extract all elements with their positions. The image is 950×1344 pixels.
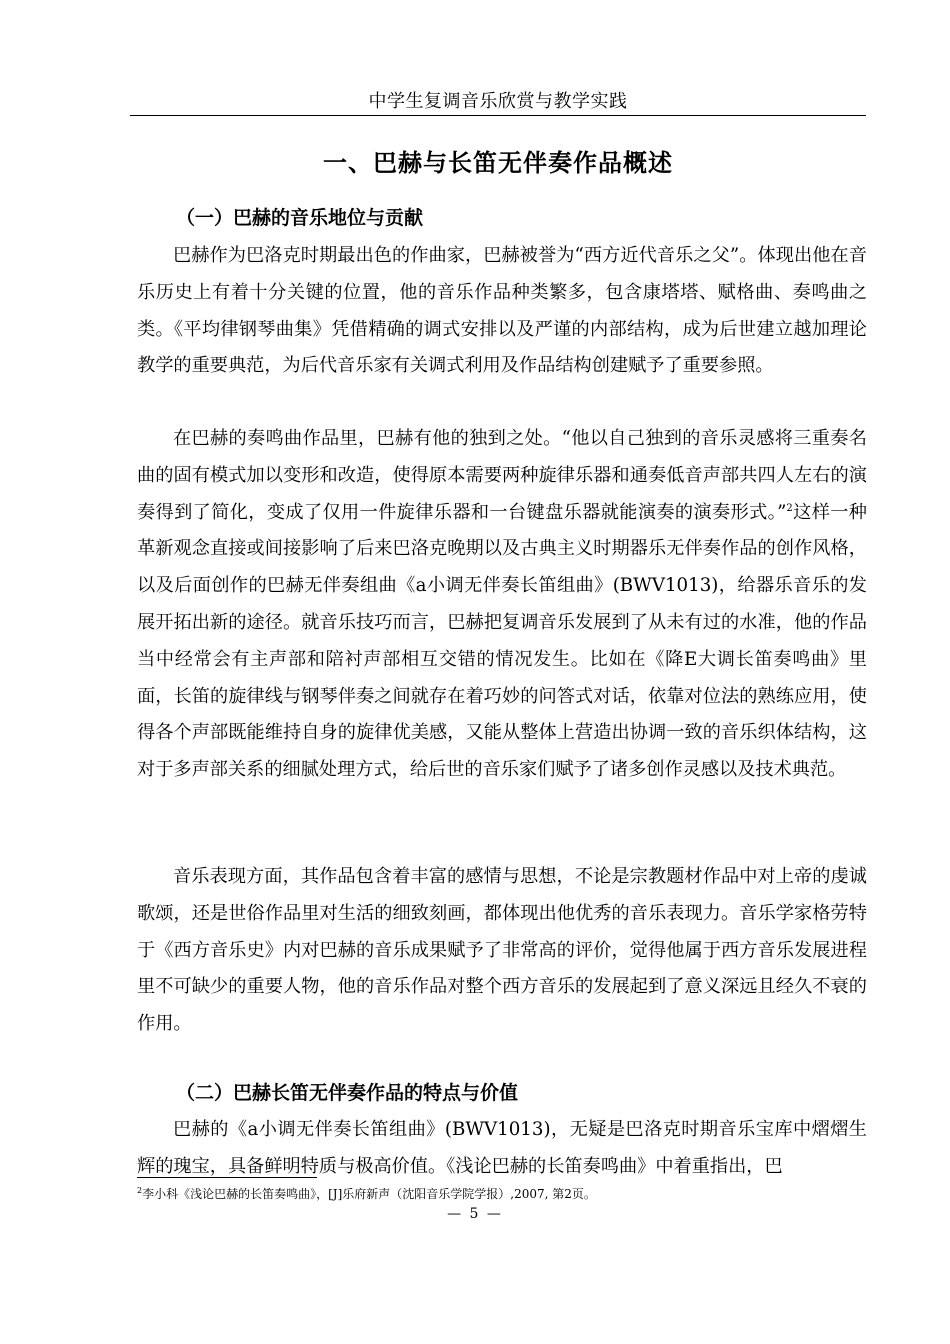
- footnote-reference[interactable]: 2: [786, 502, 793, 514]
- chapter-title: 一、巴赫与长笛无伴奏作品概述: [323, 149, 673, 177]
- running-header: 中学生复调音乐欣赏与教学实践: [368, 91, 628, 112]
- paragraph-3: 音乐表现方面，其作品包含着丰富的感情与思想，不论是宗教题材作品中对上帝的虔诚歌颂，还是世俗作品里对生活的细致刻画，都体现出他优秀的音乐表现力。音乐学家格劳特于《西方音乐史》内对巴赫的音乐成果赋予了非常高的评价，觉得他属于西方音乐发展进程里不可缺少的重要人物，他的音乐作品对整个西方音乐的发展起到了意义深远且经久不衰的作用。: [137, 866, 867, 1035]
- paragraph-1: 巴赫作为巴洛克时期最出色的作曲家，巴赫被誉为“西方近代音乐之父”。体现出他在音乐历史上有着十分关键的位置，他的音乐作品种类繁多，包含康塔塔、赋格曲、奏鸣曲之类。《平均律钢琴曲集》凭借精确的调式安排以及严谨的内部结构，成为后世建立越加理论教学的重要典范，为后代音乐家有关调式利用及作品结构创建赋予了重要参照。: [137, 245, 867, 377]
- footnote: [137, 1186, 867, 1202]
- section-title-2: （二）巴赫长笛无伴奏作品的特点与价值: [176, 1082, 519, 1104]
- section-title-1: （一）巴赫的音乐地位与贡献: [176, 207, 424, 229]
- paragraph-2-body: 这样一种革新观念直接或间接影响了后来巴洛克晚期以及古典主义时期器乐无伴奏作品的创作风格，以及后面创作的巴赫无伴奏组曲《a小调无伴奏长笛组曲》(BWV1013)，给器乐音乐的发展开拓出新的途径。就音乐技巧而言，巴赫把复调音乐发展到了从未有过的水准，他的作品当中经常会有主声部和陪衬声部相互交错的情况发生。比如在《降E大调长笛奏鸣曲》里面，长笛的旋律线与钢琴伴奏之间就存在着巧妙的问答式对话，依靠对位法的熟练应用，使得各个声部既能维持自身的旋律优美感，又能从整体上营造出协调一致的音乐织体结构，这对于多声部关系的细腻处理方式，给后世的音乐家们赋予了诸多创作灵感以及技术典范。: [137, 501, 867, 781]
- footnote-text: 李小科《浅论巴赫的长笛奏鸣曲》，[J]乐府新声（沈阳音乐学院学报）,2007, 第2页。: [142, 1187, 596, 1201]
- page-number: — 5 —: [447, 1206, 503, 1222]
- paragraph-2: [137, 421, 867, 789]
- footnote-divider: [137, 1177, 317, 1178]
- paragraph-2-quote: 在巴赫的奏鸣曲作品里，巴赫有他的独到之处。“他以自己独到的音乐灵感将三重奏名曲的固有模式加以变形和改造，使得原本需要两种旋律乐器和通奏低音声部共四人左右的演奏得到了简化，变成了仅用一件旋律乐器和一台键盘乐器就能演奏的演奏形式。”: [137, 428, 867, 523]
- footnote-marker: 2: [137, 1186, 143, 1195]
- paragraph-4: 巴赫的《a小调无伴奏长笛组曲》(BWV1013)，无疑是巴洛克时期音乐宝库中熠熠生辉的瑰宝，具备鲜明特质与极高价值。《浅论巴赫的长笛奏鸣曲》中着重指出，巴: [137, 1119, 867, 1177]
- header-divider: [130, 115, 866, 116]
